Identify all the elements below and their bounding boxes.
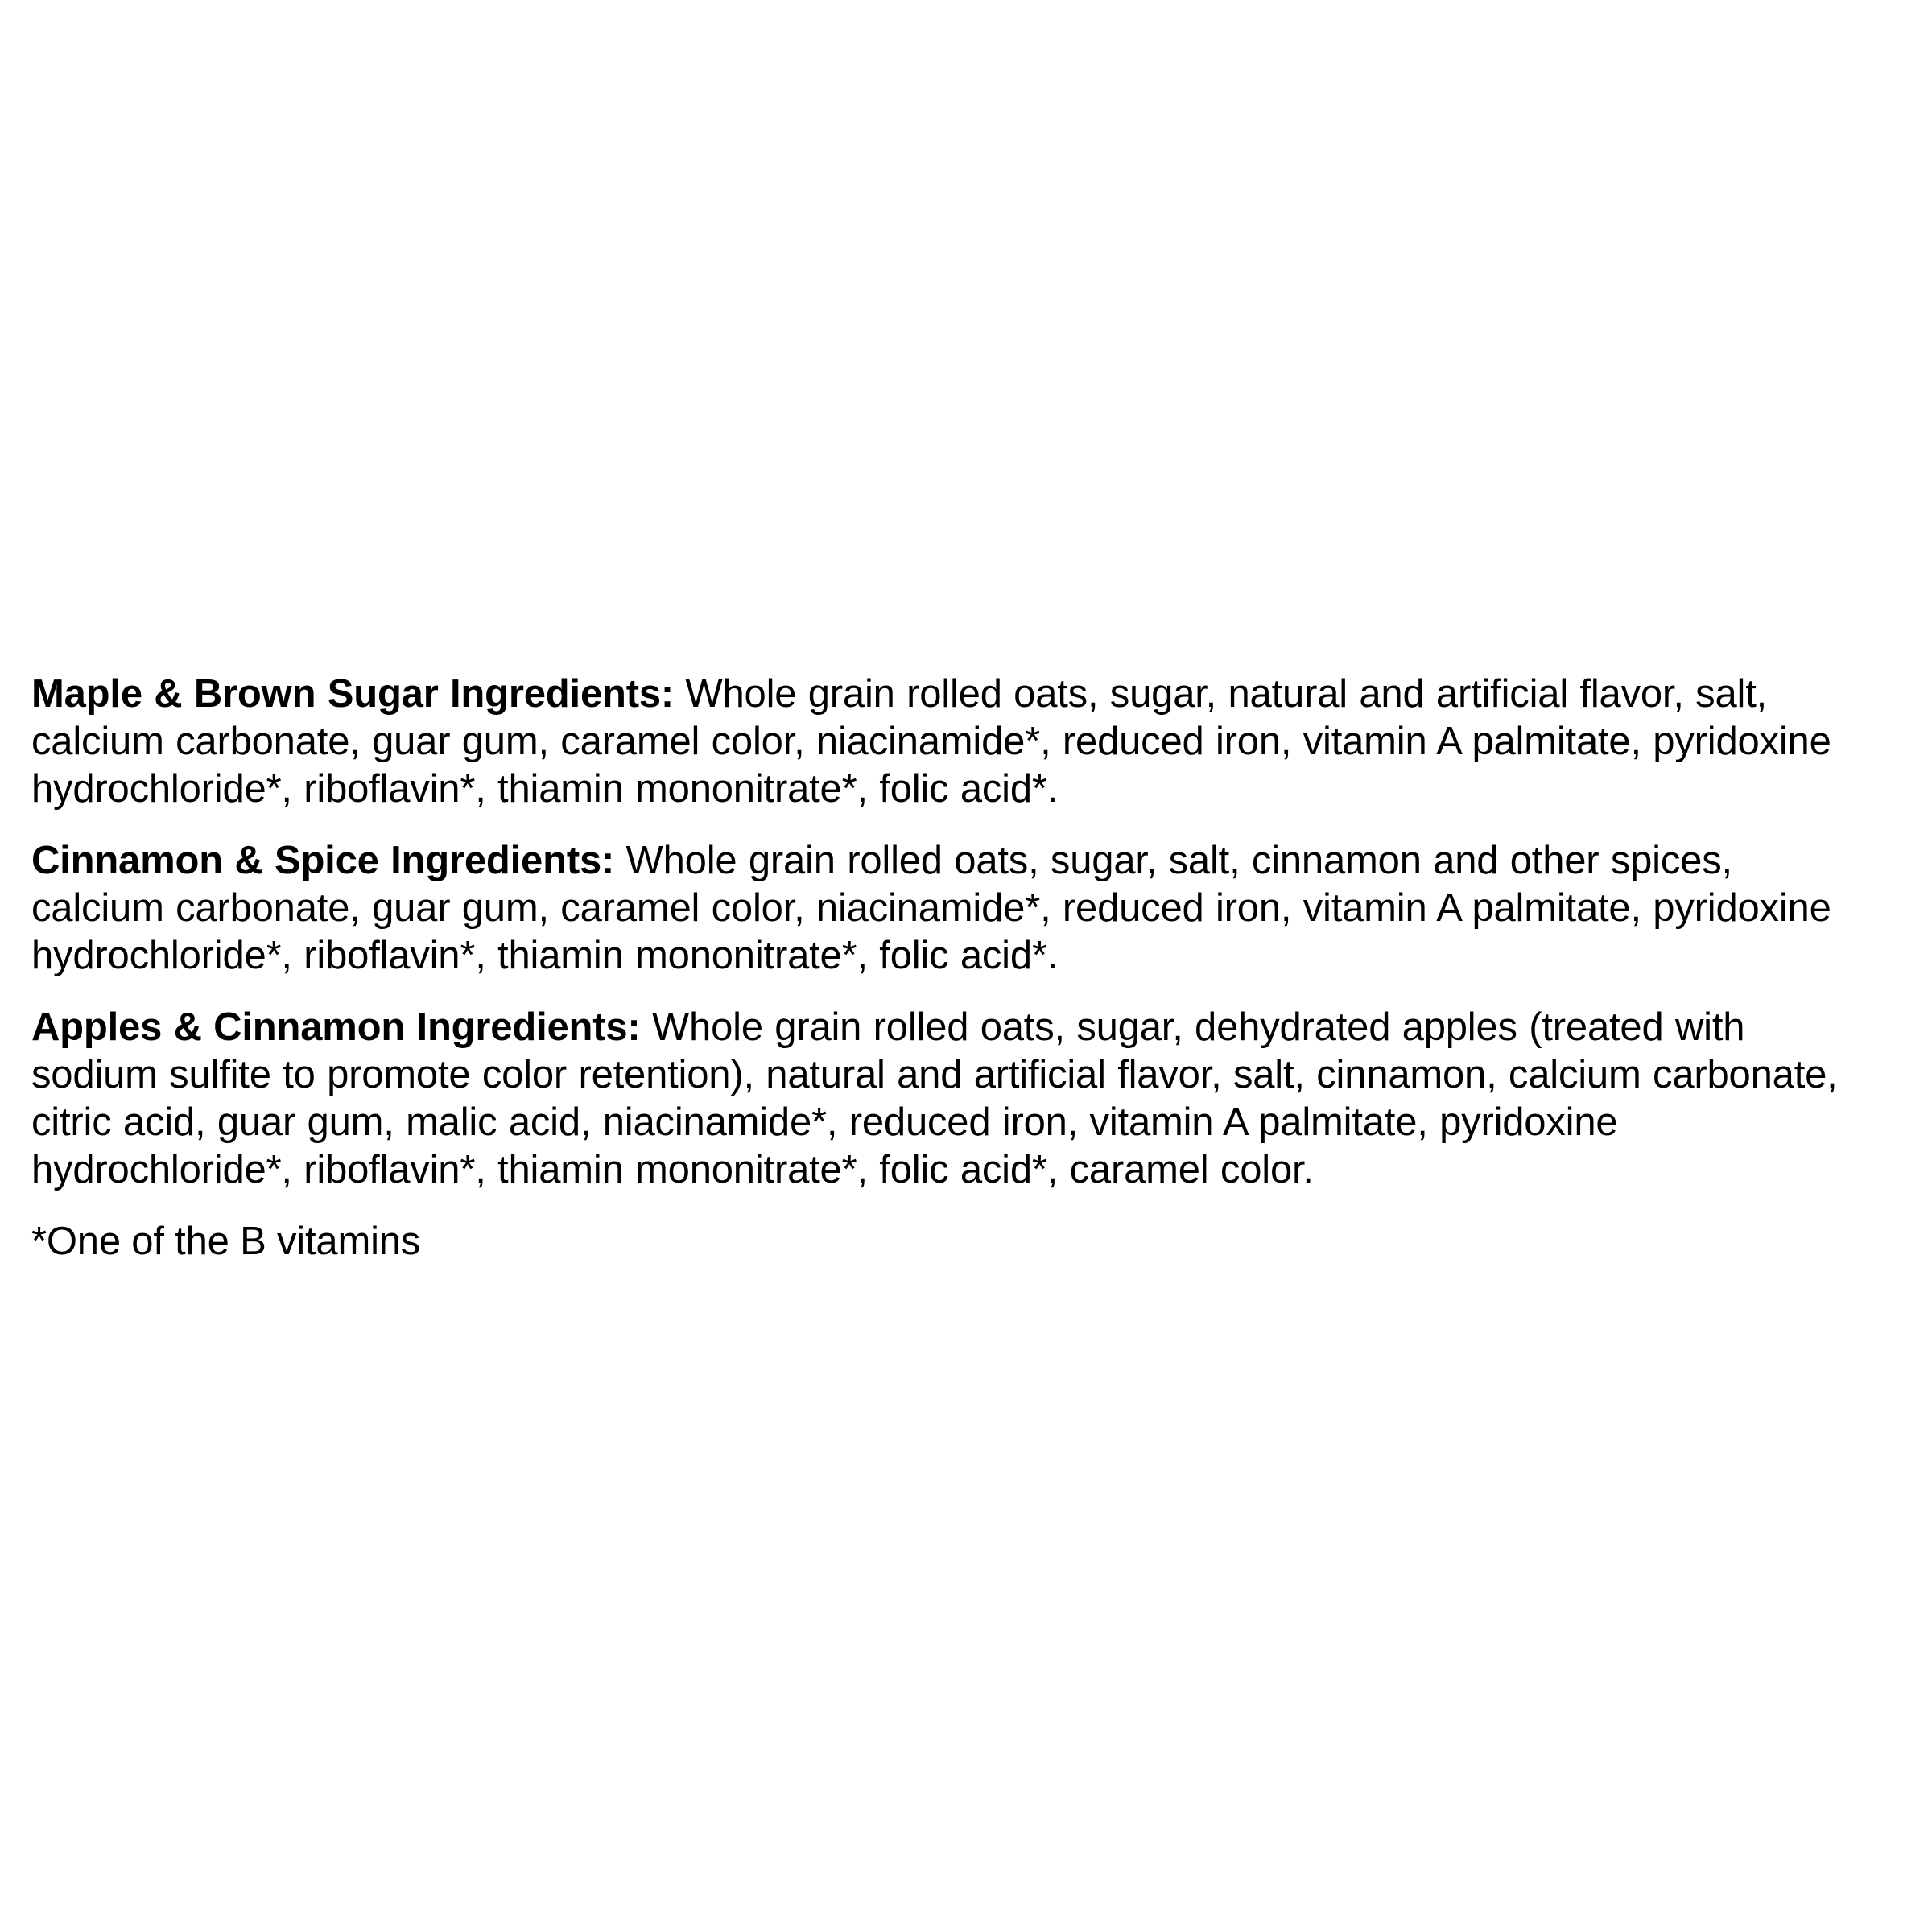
- apples-cinnamon-label: Apples & Cinnamon Ingredients:: [31, 1005, 641, 1049]
- cinnamon-spice-ingredients: [31, 837, 1915, 980]
- maple-brown-sugar-label: Maple & Brown Sugar Ingredients:: [31, 672, 675, 716]
- apples-text-1: Whole grain rolled oats, sugar, dehydrated apples (treated with: [640, 1005, 1745, 1049]
- apples-line-2: sodium sulfite to promote color retention), natural and artificial flavor, salt, cinnamon, calcium carbonate,: [31, 1053, 1838, 1096]
- maple-line-3: hydrochloride*, riboflavin*, thiamin mononitrate*, folic acid*.: [31, 767, 1059, 811]
- b-vitamins-footnote: *One of the B vitamins: [31, 1220, 421, 1263]
- apples-cinnamon-ingredients: [31, 1004, 1915, 1194]
- apples-line-1: [31, 1004, 1915, 1051]
- maple-text-1: Whole grain rolled oats, sugar, natural and artificial flavor, salt,: [674, 672, 1768, 716]
- cinnamon-spice-line-1: [31, 837, 1915, 885]
- cinnamon-spice-line-3: hydrochloride*, riboflavin*, thiamin mononitrate*, folic acid*.: [31, 934, 1059, 977]
- maple-line-1: [31, 671, 1915, 718]
- apples-line-3: citric acid, guar gum, malic acid, niacinamide*, reduced iron, vitamin A palmitate, pyridoxine: [31, 1100, 1618, 1144]
- maple-line-2: calcium carbonate, guar gum, caramel color, niacinamide*, reduced iron, vitamin A palmitate, pyridoxine: [31, 720, 1831, 763]
- cinnamon-spice-label: Cinnamon & Spice Ingredients:: [31, 839, 615, 882]
- maple-brown-sugar-ingredients: [31, 671, 1915, 813]
- cinnamon-spice-text-1: Whole grain rolled oats, sugar, salt, cinnamon and other spices,: [614, 839, 1732, 882]
- cinnamon-spice-line-2: calcium carbonate, guar gum, caramel color, niacinamide*, reduced iron, vitamin A palmitate, pyridoxine: [31, 886, 1831, 930]
- ingredients-content: [31, 671, 1915, 1305]
- apples-line-4: hydrochloride*, riboflavin*, thiamin mononitrate*, folic acid*, caramel color.: [31, 1148, 1314, 1191]
